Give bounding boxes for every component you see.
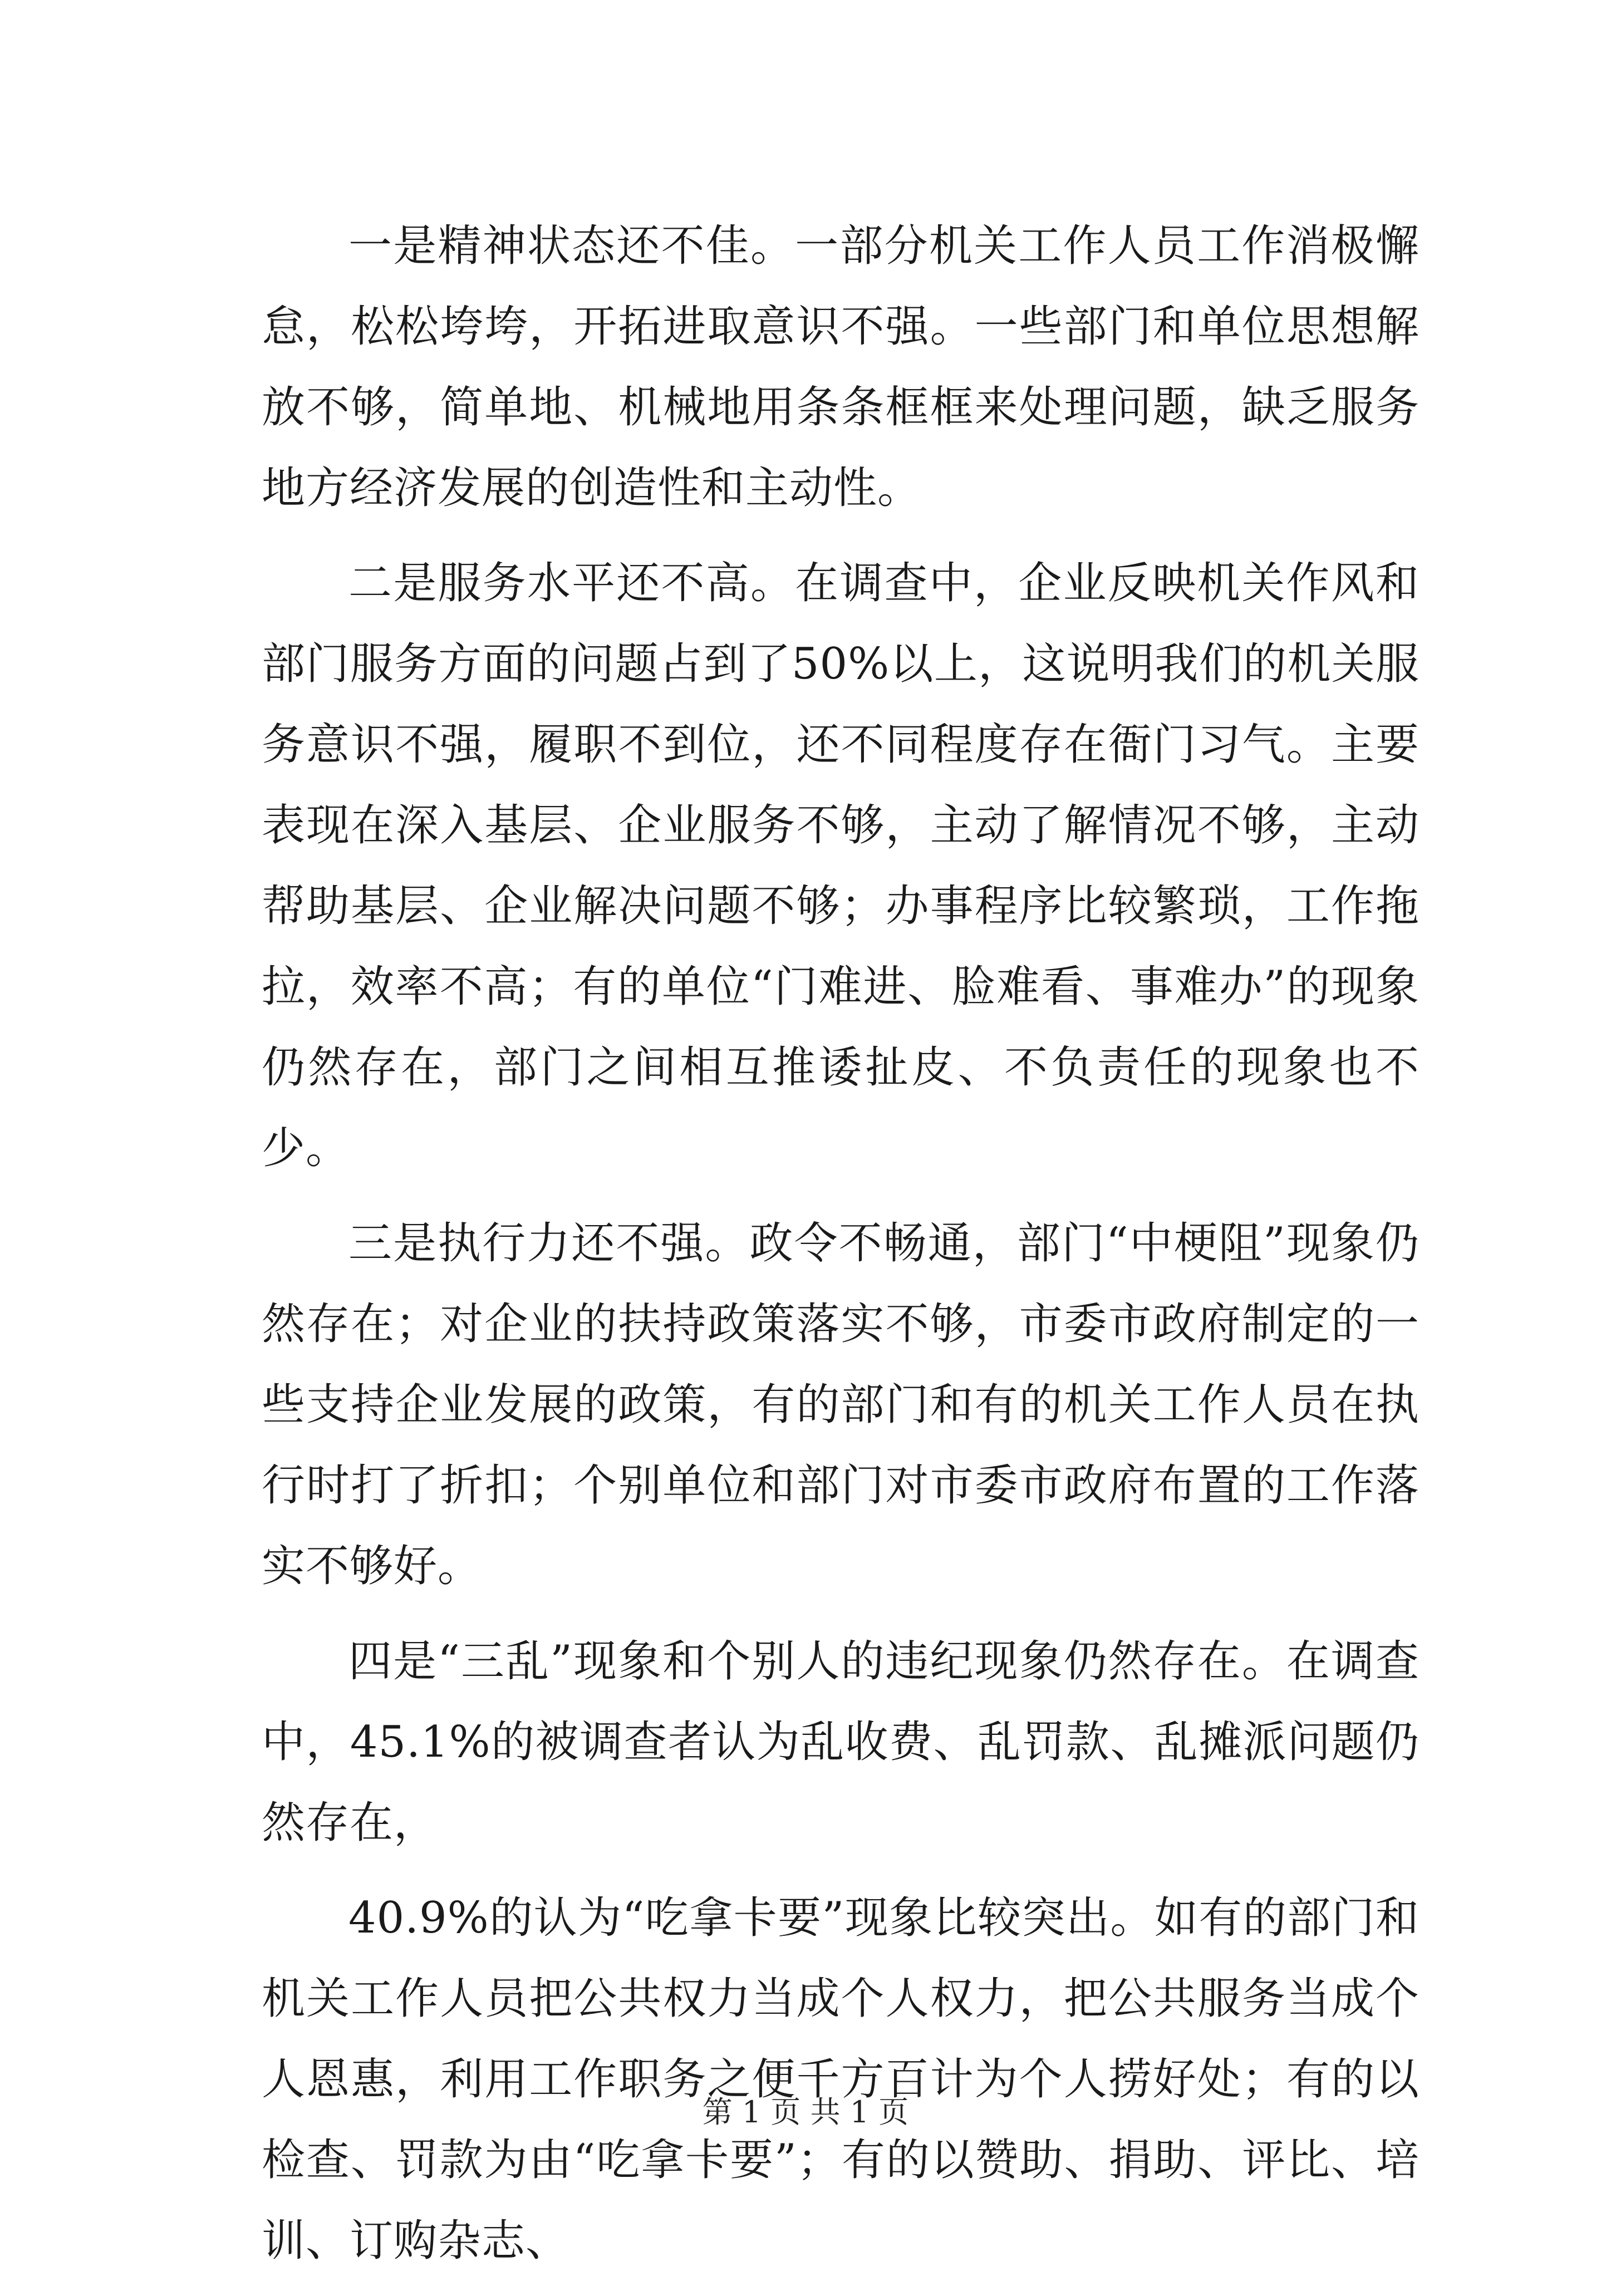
paragraph-4: 四是“三乱”现象和个别人的违纪现象仍然存在。在调查中，45.1%的被调查者认为乱收费、乱罚款、乱摊派问题仍然存在，: [262, 1636, 1420, 1848]
document-body: [262, 206, 1420, 2296]
paragraph-1: 一是精神状态还不佳。一部分机关工作人员工作消极懈怠，松松垮垮，开拓进取意识不强。一些部门和单位思想解放不够，简单地、机械地用条条框框来处理问题，缺乏服务地方经济发展的创造性和主动性。: [262, 221, 1420, 513]
page-footer: 第 1 页 共 1 页: [702, 2095, 909, 2130]
paragraph-2: 二是服务水平还不高。在调查中，企业反映机关作风和部门服务方面的问题占到了50%以上，这说明我们的机关服务意识不强，履职不到位，还不同程度存在衙门习气。主要表现在深入基层、企业服务不够，主动了解情况不够，主动帮助基层、企业解决问题不够；办事程序比较繁琐，工作拖拉，效率不高；有的单位“门难进、脸难看、事难办”的现象仍然存在，部门之间相互推诿扯皮、不负责任的现象也不少。: [262, 558, 1420, 1173]
paragraph-3: 三是执行力还不强。政令不畅通，部门“中梗阻”现象仍然存在；对企业的扶持政策落实不够，市委市政府制定的一些支持企业发展的政策，有的部门和有的机关工作人员在执行时打了折扣；个别单位和部门对市委市政府布置的工作落实不够好。: [262, 1218, 1420, 1591]
paragraph-5: 40.9%的认为“吃拿卡要”现象比较突出。如有的部门和机关工作人员把公共权力当成个人权力，把公共服务当成个人恩惠，利用工作职务之便千方百计为个人捞好处；有的以检查、罚款为由“吃拿卡要”；有的以赞助、捐助、评比、培训、订购杂志、: [262, 1893, 1420, 2266]
